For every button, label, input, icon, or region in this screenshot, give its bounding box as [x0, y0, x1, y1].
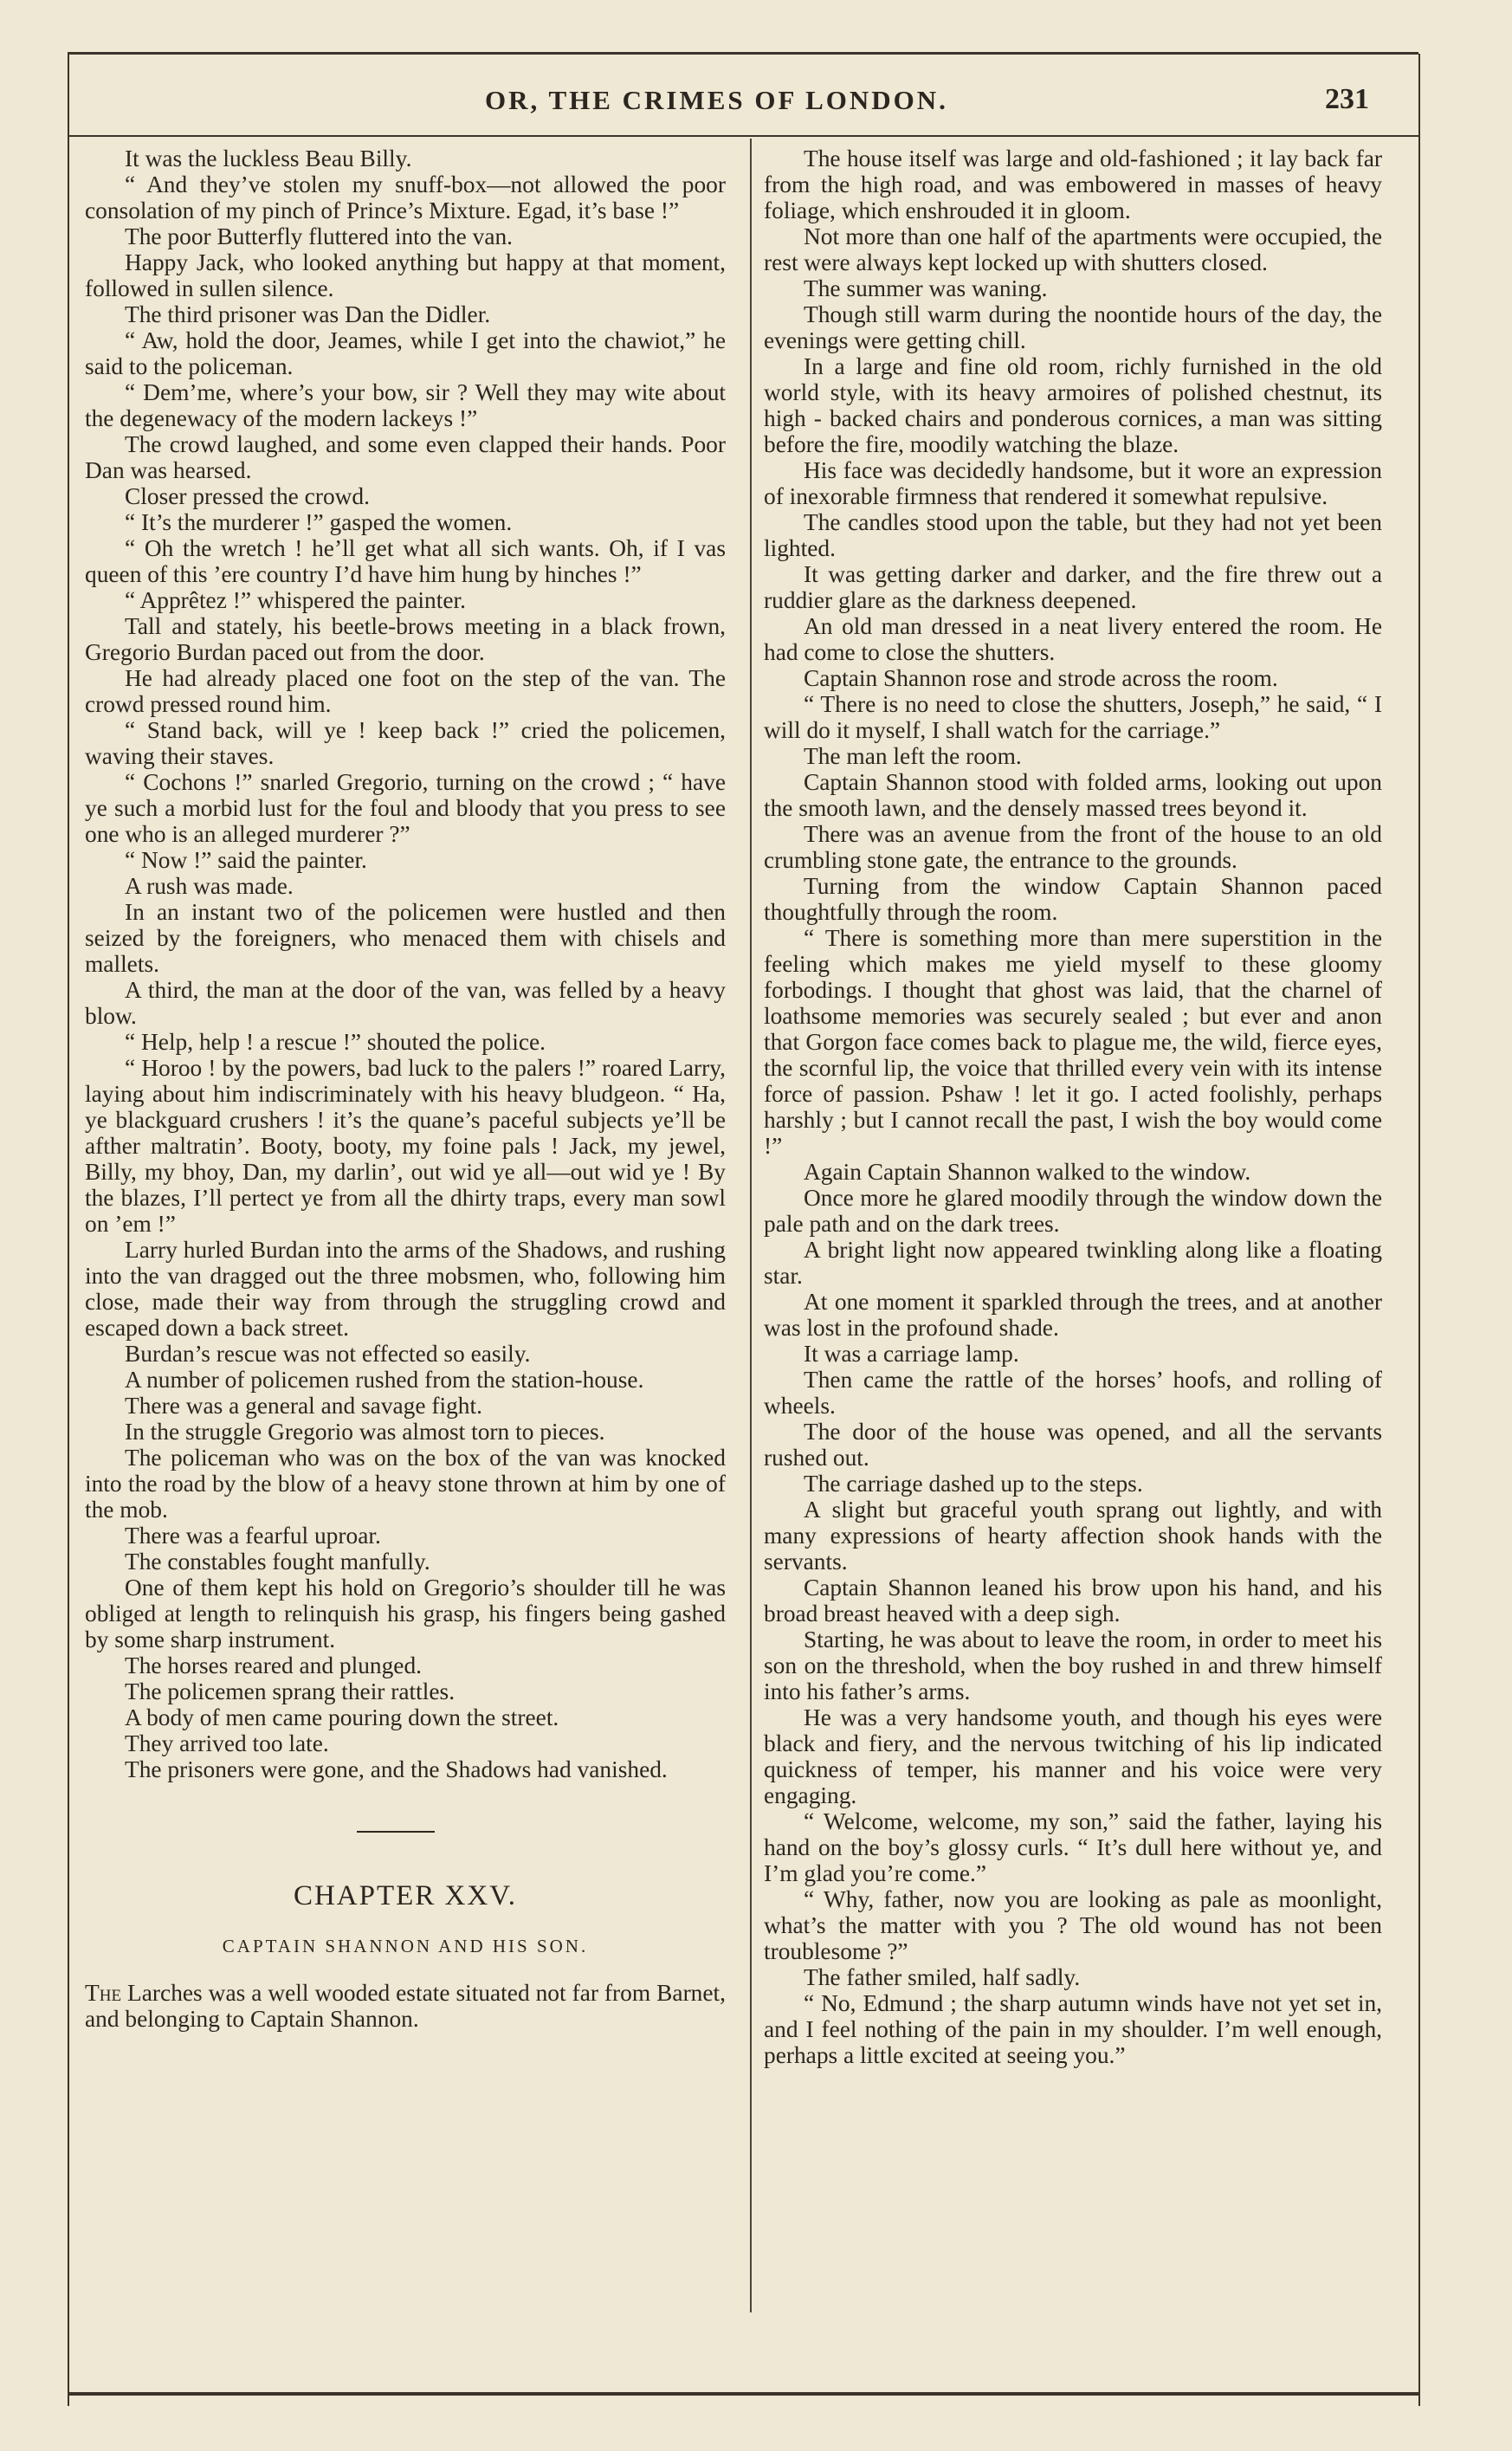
paragraph: The poor Butterfly fluttered into the van. — [125, 223, 514, 249]
paragraph: “ Help, help ! a rescue !” shouted the police. — [125, 1029, 546, 1055]
chapter-opening-paragraph — [85, 1980, 726, 2032]
paragraph: A number of policemen rushed from the station-house. — [125, 1367, 644, 1393]
paragraph: Starting, he was about to leave the room, in order to meet his son on the threshold, when the boy rushed in and threw himself into his father’s arms. — [764, 1626, 1382, 1704]
paragraph: The house itself was large and old-fashioned ; it lay back far from the high road, and was embowered in masses of heavy foliage, which enshrouded it in gloom. — [764, 146, 1382, 223]
paragraph: The policemen sprang their rattles. — [125, 1678, 456, 1704]
paragraph: It was getting darker and darker, and the fire threw out a ruddier glare as the darkness deepened. — [764, 561, 1382, 613]
paragraph: One of them kept his hold on Gregorio’s shoulder till he was obliged at length to relinquish his grasp, his fingers being gashed by some sharp instrument. — [85, 1575, 726, 1652]
paragraph: A bright light now appeared twinkling along like a floating star. — [764, 1237, 1382, 1289]
paragraph: There was a fearful uproar. — [125, 1523, 381, 1549]
paragraph: Closer pressed the crowd. — [125, 483, 370, 509]
paragraph: It was the luckless Beau Billy. — [125, 146, 412, 171]
paragraph: A rush was made. — [125, 873, 294, 899]
paragraph: The door of the house was opened, and all the servants rushed out. — [764, 1419, 1382, 1471]
paragraph: Not more than one half of the apartments were occupied, the rest were always kept locked up with shutters closed. — [764, 223, 1382, 275]
paragraph: “ Dem’me, where’s your bow, sir ? Well they may wite about the degenewacy of the modern lackeys !” — [85, 379, 726, 431]
paragraph: The father smiled, half sadly. — [804, 1964, 1081, 1990]
paragraph: The man left the room. — [804, 743, 1022, 769]
chapter-title: CHAPTER XXV. — [293, 1880, 518, 1911]
paragraph: Larry hurled Burdan into the arms of the Shadows, and rushing into the van dragged out the three mobsmen, who, following him close, made their way from through the struggling crowd and escaped down a back street. — [85, 1237, 726, 1341]
paragraph: “ Horoo ! by the powers, bad luck to the palers !” roared Larry, laying about him indiscriminately with his heavy bludgeon. “ Ha, ye blackguard crushers ! it’s the quane’s paceful subjects ye’ll be afther maltratin’. Booty, booty, my foine pals ! Jack, my jewel, Billy, my bhoy, Dan, my darlin’, out wid ye all—out wid ye ! By the blazes, I’ll pertect ye from all the dhirty traps, every man sowl on ’em !” — [85, 1055, 726, 1237]
paragraph: “ There is no need to close the shutters, Joseph,” he said, “ I will do it myself, I shall watch for the carriage.” — [764, 691, 1382, 743]
paragraph: “ Apprêtez !” whispered the painter. — [125, 587, 466, 613]
right-column — [764, 146, 1382, 2068]
chapter-separator — [357, 1831, 435, 1833]
paragraph: He had already placed one foot on the step of the van. The crowd pressed round him. — [85, 665, 726, 717]
paragraph: “ Now !” said the painter. — [125, 847, 367, 873]
paragraph: Captain Shannon stood with folded arms, looking out upon the smooth lawn, and the densely massed trees beyond it. — [764, 769, 1382, 821]
paragraph: There was an avenue from the front of the house to an old crumbling stone gate, the entrance to the grounds. — [764, 821, 1382, 873]
paragraph: The constables fought manfully. — [125, 1549, 430, 1575]
paragraph: The candles stood upon the table, but they had not yet been lighted. — [764, 509, 1382, 561]
paragraph: A third, the man at the door of the van, was felled by a heavy blow. — [85, 977, 726, 1029]
left-paragraphs — [85, 146, 726, 1782]
paragraph: A body of men came pouring down the street. — [125, 1704, 559, 1730]
paragraph: It was a carriage lamp. — [804, 1341, 1019, 1367]
paragraph: He was a very handsome youth, and though his eyes were black and fiery, and the nervous twitching of his lip indicated quickness of temper, his manner and his voice were very engaging. — [764, 1704, 1382, 1808]
paragraph: An old man dressed in a neat livery entered the room. He had come to close the shutters. — [764, 613, 1382, 665]
paragraph: Happy Jack, who looked anything but happy at that moment, followed in sullen silence. — [85, 249, 726, 301]
paragraph: They arrived too late. — [125, 1730, 329, 1756]
paragraph: Again Captain Shannon walked to the window. — [804, 1159, 1251, 1185]
paragraph: The policeman who was on the box of the van was knocked into the road by the blow of a heavy stone thrown at him by one of the mob. — [85, 1445, 726, 1523]
column-divider — [750, 139, 752, 2312]
paragraph: Once more he glared moodily through the window down the pale path and on the dark trees. — [764, 1185, 1382, 1237]
paragraph: The horses reared and plunged. — [125, 1652, 423, 1678]
paragraph: The crowd laughed, and some even clapped their hands. Poor Dan was hearsed. — [85, 431, 726, 483]
paragraph: “ Oh the wretch ! he’ll get what all sich wants. Oh, if I vas queen of this ’ere country I’d have him hung by hinches !” — [85, 535, 726, 587]
paragraph: “ No, Edmund ; the sharp autumn winds have not yet set in, and I feel nothing of the pain in my shoulder. I’m well enough, perhaps a little excited at seeing you.” — [764, 1990, 1382, 2068]
paragraph: A slight but graceful youth sprang out lightly, and with many expressions of hearty affection shook hands with the servants. — [764, 1497, 1382, 1575]
paragraph: Captain Shannon rose and strode across the room. — [804, 665, 1278, 691]
paragraph: Though still warm during the noontide hours of the day, the evenings were getting chill. — [764, 301, 1382, 353]
paragraph: In an instant two of the policemen were hustled and then seized by the foreigners, who menaced them with chisels and mallets. — [85, 899, 726, 977]
paragraph: “ It’s the murderer !” gasped the women. — [125, 509, 513, 535]
page-number: 231 — [1325, 83, 1369, 115]
paragraph: The carriage dashed up to the steps. — [804, 1471, 1143, 1497]
paragraph: There was a general and savage fight. — [125, 1393, 482, 1419]
paragraph: “ Welcome, welcome, my son,” said the father, laying his hand on the boy’s glossy curls. “ It’s dull here without ye, and I’m glad you’re come.” — [764, 1808, 1382, 1886]
paragraph: The prisoners were gone, and the Shadows had vanished. — [125, 1756, 668, 1782]
paragraph: Burdan’s rescue was not effected so easily. — [125, 1341, 531, 1367]
paragraph: “ There is something more than mere superstition in the feeling which makes me yield myself to these gloomy forbodings. I thought that ghost was laid, that the charnel of loathsome memories was securely sealed ; but ever and anon that Gorgon face comes back to plague me, the wild, fierce eyes, the scornful lip, the voice that thrilled every vein with its intense force of passion. Pshaw ! let it go. I acted foolishly, perhaps harshly ; but I cannot recall the past, I wish the boy would come !” — [764, 925, 1382, 1159]
header-rule — [68, 135, 1418, 137]
chapter-opening-text: Larches was a well wooded estate situated not far from Barnet, and belonging to Captain Shannon. — [85, 1980, 726, 2032]
paragraph: The third prisoner was Dan the Didler. — [125, 301, 491, 327]
paragraph: “ Stand back, will ye ! keep back !” cried the policemen, waving their staves. — [85, 717, 726, 769]
paragraph: His face was decidedly handsome, but it wore an expression of inexorable firmness that rendered it somewhat repulsive. — [764, 457, 1382, 509]
paragraph: Turning from the window Captain Shannon paced thoughtfully through the room. — [764, 873, 1382, 925]
left-column — [85, 146, 726, 2032]
paragraph: “ Why, father, now you are looking as pale as moonlight, what’s the matter with you ? The old wound has not been troublesome ?” — [764, 1886, 1382, 1964]
bottom-rule — [68, 2392, 1418, 2396]
paragraph: “ Cochons !” snarled Gregorio, turning on the crowd ; “ have ye such a morbid lust for the foul and bloody that you press to see one who is an alleged murderer ?” — [85, 769, 726, 847]
paragraph: Captain Shannon leaned his brow upon his hand, and his broad breast heaved with a deep sigh. — [764, 1575, 1382, 1626]
paragraph: Then came the rattle of the horses’ hoofs, and rolling of wheels. — [764, 1367, 1382, 1419]
right-paragraphs — [764, 146, 1382, 2068]
paragraph: Tall and stately, his beetle-brows meeting in a black frown, Gregorio Burdan paced out from the door. — [85, 613, 726, 665]
running-title: OR, THE CRIMES OF LONDON. — [485, 85, 948, 115]
paragraph: “ Aw, hold the door, Jeames, while I get into the chawiot,” he said to the policeman. — [85, 327, 726, 379]
chapter-subtitle: CAPTAIN SHANNON AND HIS SON. — [222, 1936, 589, 1956]
paragraph: The summer was waning. — [804, 275, 1048, 301]
paragraph: In the struggle Gregorio was almost torn to pieces. — [125, 1419, 605, 1445]
chapter-opening-word: The — [85, 1980, 122, 2006]
paragraph: At one moment it sparkled through the trees, and at another was lost in the profound shade. — [764, 1289, 1382, 1341]
paragraph: In a large and fine old room, richly furnished in the old world style, with its heavy armoires of polished chestnut, its high - backed chairs and ponderous cornices, a man was sitting before the fire, moodily watching the blaze. — [764, 353, 1382, 457]
paragraph: “ And they’ve stolen my snuff-box—not allowed the poor consolation of my pinch of Prince’s Mixture. Egad, it’s base !” — [85, 171, 726, 223]
